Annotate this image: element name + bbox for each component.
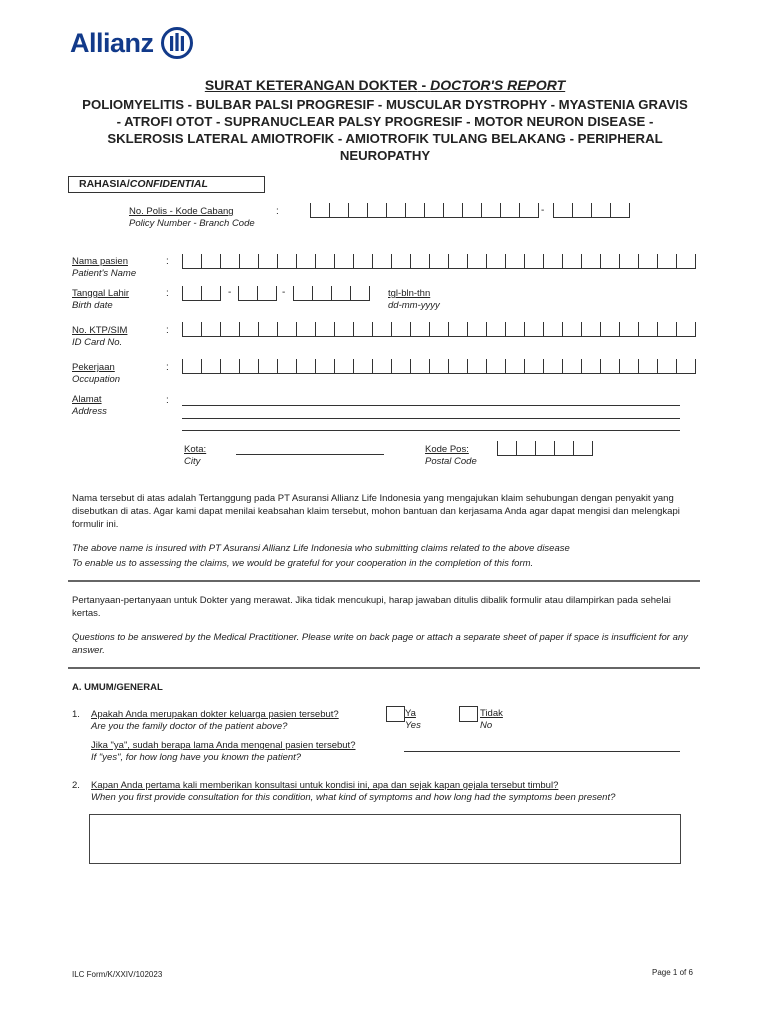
q1-no-id: Tidak — [480, 708, 503, 719]
patient-name-colon: : — [166, 256, 169, 267]
birth-date-label — [72, 288, 129, 312]
branch-code-boxes[interactable] — [553, 203, 630, 218]
address-label-id: Alamat — [72, 394, 102, 405]
id-card-label — [72, 325, 127, 349]
birth-date-label-en: Birth date — [72, 300, 113, 311]
birth-date-colon: : — [166, 288, 169, 299]
q1-yes-en: Yes — [405, 720, 421, 731]
confidential-en: CONFIDENTIAL — [129, 178, 208, 190]
intro-paragraph: Nama tersebut di atas adalah Tertanggung pada PT Asuransi Allianz Life Indonesia yang mengajukan klaim sehubungan dengan penyakit yang disebutkan di atas. Agar kami dapat menilai keabsahan klaim tersebut, mohon bantuan dan kerjasama Anda agar dapat mengisi dan melengkapi formulir ini. — [72, 493, 680, 530]
divider-2 — [68, 667, 700, 669]
patient-name-boxes[interactable] — [182, 254, 696, 269]
policy-colon: : — [276, 206, 279, 217]
q1-no-checkbox[interactable] — [459, 706, 478, 722]
address-label-en: Address — [72, 406, 107, 417]
address-line-1[interactable] — [182, 405, 680, 406]
id-card-colon: : — [166, 325, 169, 336]
q2-question-en: When you first provide consultation for this condition, what kind of symptoms and how long had the symptoms been present? — [91, 792, 616, 803]
q1-no-en: No — [480, 720, 493, 731]
policy-label — [129, 206, 255, 230]
document-title — [0, 77, 770, 93]
title-en: DOCTOR'S REPORT — [430, 77, 566, 93]
questions-intro-en: Questions to be answered by the Medical Practitioner. Please write on back page or attach a separate sheet of paper if space is insufficient for any answer. — [72, 632, 688, 656]
birth-day-boxes[interactable] — [182, 286, 221, 301]
occupation-boxes[interactable] — [182, 359, 696, 374]
divider-1 — [68, 580, 700, 582]
q1-number: 1. — [72, 709, 80, 720]
postal-label-id: Kode Pos: — [425, 444, 469, 455]
intro-en-line-2: To enable us to assessing the claims, we would be grateful for your cooperation in the completion of this form. — [72, 558, 534, 569]
q1-question-id: Apakah Anda merupakan dokter keluarga pasien tersebut? — [91, 709, 339, 720]
birth-dash-2: - — [282, 287, 286, 298]
id-card-label-en: ID Card No. — [72, 337, 123, 348]
patient-name-label-id: Nama pasien — [72, 256, 128, 267]
occupation-label — [72, 362, 120, 386]
q1-yes-id: Ya — [405, 708, 416, 719]
id-card-label-id: No. KTP/SIM — [72, 325, 128, 336]
birth-format — [388, 288, 440, 312]
page-number: Page 1 of 6 — [652, 968, 693, 977]
postal-label-en: Postal Code — [425, 456, 477, 467]
policy-number-boxes[interactable] — [310, 203, 539, 218]
city-label — [184, 444, 206, 468]
policy-label-id: No. Polis - Kode Cabang — [129, 206, 234, 217]
brand-logo — [70, 26, 194, 60]
birth-format-id: tgl-bln-thn — [388, 288, 431, 299]
form-code: ILC Form/K/XXIV/102023 — [72, 970, 163, 979]
q1-no-label — [480, 708, 503, 732]
document-subtitle: POLIOMYELITIS - BULBAR PALSI PROGRESIF - MUSCULAR DYSTROPHY - MYASTENIA GRAVIS - ATROFI OTOT - SUPRANUCLEAR PALSY PROGRESIF - MOTOR NEURON DISEASE - SKLEROSIS LATERAL AMIOTROFIK - AMIOTROFIK TULANG BELAKANG - PERIPHERAL NEUROPATHY — [82, 97, 688, 163]
section-a-title: A. UMUM/GENERAL — [72, 682, 163, 693]
address-line-3[interactable] — [182, 430, 680, 431]
postal-code-boxes[interactable] — [497, 441, 593, 456]
q1-followup-en: If "yes", for how long have you known the patient? — [91, 752, 302, 763]
q1-followup-answer-line[interactable] — [404, 751, 680, 752]
q1-yes-checkbox[interactable] — [386, 706, 405, 722]
birth-year-boxes[interactable] — [293, 286, 370, 301]
title-separator: - — [417, 77, 431, 93]
confidential-label — [68, 176, 265, 193]
q2-question — [91, 780, 615, 804]
patient-name-label — [72, 256, 136, 280]
birth-dash-1: - — [228, 287, 232, 298]
confidential-id: RAHASIA/ — [79, 178, 130, 190]
postal-label — [425, 444, 477, 468]
q2-answer-box[interactable] — [89, 814, 681, 864]
policy-label-en: Policy Number - Branch Code — [129, 218, 255, 229]
address-colon: : — [166, 395, 169, 406]
city-field[interactable] — [236, 454, 384, 455]
intro-en-line-1: The above name is insured with PT Asuransi Allianz Life Indonesia who submitting claims related to the above disease — [72, 543, 570, 554]
occupation-label-id: Pekerjaan — [72, 362, 115, 373]
birth-month-boxes[interactable] — [238, 286, 277, 301]
q1-followup — [91, 740, 355, 764]
birth-date-label-id: Tanggal Lahir — [72, 288, 130, 299]
questions-intro-id: Pertanyaan-pertanyaan untuk Dokter yang merawat. Jika tidak mencukupi, harap jawaban ditulis dibalik formulir atau dilampirkan pada sehelai kertas. — [72, 595, 671, 619]
q1-yes-label — [405, 708, 421, 732]
q1-question-en: Are you the family doctor of the patient above? — [91, 721, 288, 732]
patient-name-label-en: Patient's Name — [72, 268, 137, 279]
q1-question — [91, 709, 339, 733]
occupation-label-en: Occupation — [72, 374, 121, 385]
address-line-2[interactable] — [182, 418, 680, 419]
brand-name: Allianz — [70, 27, 154, 58]
q1-followup-id: Jika "ya", sudah berapa lama Anda mengenal pasien tersebut? — [91, 740, 356, 751]
q2-number: 2. — [72, 780, 80, 791]
birth-format-en: dd-mm-yyyy — [388, 300, 440, 311]
policy-dash: - — [541, 205, 545, 216]
allianz-eagle-icon — [160, 26, 194, 60]
city-label-id: Kota: — [184, 444, 207, 455]
address-label — [72, 394, 107, 418]
id-card-boxes[interactable] — [182, 322, 696, 337]
q2-question-id: Kapan Anda pertama kali memberikan konsultasi untuk kondisi ini, apa dan sejak kapan gejala tersebut timbul? — [91, 780, 559, 791]
city-label-en: City — [184, 456, 201, 467]
title-id: SURAT KETERANGAN DOKTER — [204, 77, 418, 93]
occupation-colon: : — [166, 362, 169, 373]
